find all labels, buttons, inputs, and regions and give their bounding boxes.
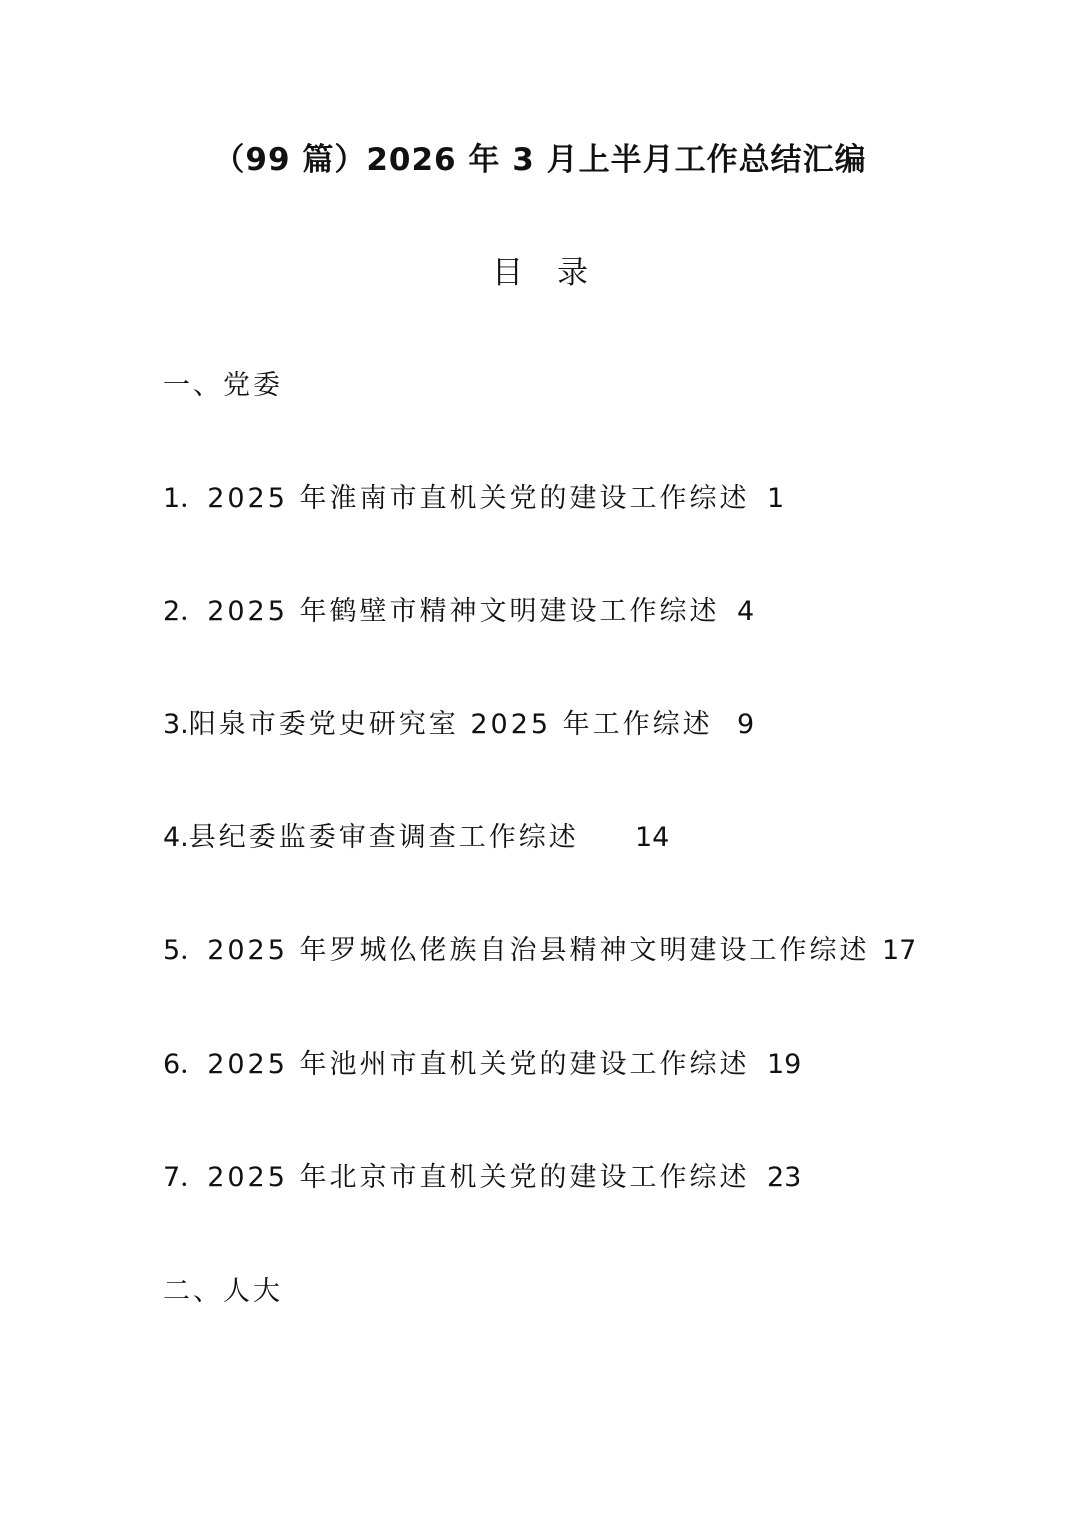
- toc-entry[interactable]: [163, 592, 719, 632]
- section-heading-party-committee: 一、党委: [163, 370, 283, 401]
- toc-entry-page: 17: [882, 935, 917, 966]
- toc-entry-page: 9: [737, 709, 755, 740]
- toc-entry-number: 3.: [163, 709, 189, 740]
- toc-entry-title: 2025 年北京市直机关党的建设工作综述: [207, 1162, 750, 1193]
- toc-entry-number: 2．: [163, 596, 208, 627]
- toc-entry-title: 县纪委监委审查调查工作综述: [188, 822, 579, 853]
- toc-entry[interactable]: [163, 818, 579, 858]
- toc-entry-title: 2025 年淮南市直机关党的建设工作综述: [207, 483, 750, 514]
- toc-entry-number: 7．: [163, 1162, 208, 1193]
- toc-entry-page: 1: [767, 483, 785, 514]
- toc-entry-title: 2025 年鹤壁市精神文明建设工作综述: [207, 596, 720, 627]
- section-heading-peoples-congress: 二、人大: [163, 1276, 283, 1307]
- toc-entry-page: 19: [767, 1049, 802, 1080]
- toc-entry-page: 23: [767, 1162, 802, 1193]
- document-title: （99 篇）2026 年 3 月上半月工作总结汇编: [213, 142, 867, 178]
- toc-entry[interactable]: [163, 931, 869, 971]
- toc-entry-number: 1．: [163, 483, 208, 514]
- toc-entry-title: 2025 年池州市直机关党的建设工作综述: [207, 1049, 750, 1080]
- toc-entry-number: 4.: [163, 822, 189, 853]
- toc-entry-number: 6．: [163, 1049, 208, 1080]
- toc-entry-number: 5．: [163, 935, 208, 966]
- toc-entry[interactable]: [163, 1158, 749, 1198]
- toc-heading: [0, 248, 1080, 298]
- toc-entry[interactable]: [163, 1045, 749, 1085]
- toc-entry-page: 4: [737, 596, 755, 627]
- toc-heading-char-1: 目: [492, 255, 523, 291]
- toc-heading-char-2: 录: [557, 255, 588, 291]
- toc-entry-page: 14: [635, 822, 670, 853]
- toc-entry-title: 2025 年罗城仫佬族自治县精神文明建设工作综述: [207, 935, 870, 966]
- toc-entry[interactable]: [163, 479, 749, 519]
- toc-entry-title: 阳泉市委党史研究室 2025 年工作综述: [188, 709, 713, 740]
- toc-entry[interactable]: [163, 705, 713, 745]
